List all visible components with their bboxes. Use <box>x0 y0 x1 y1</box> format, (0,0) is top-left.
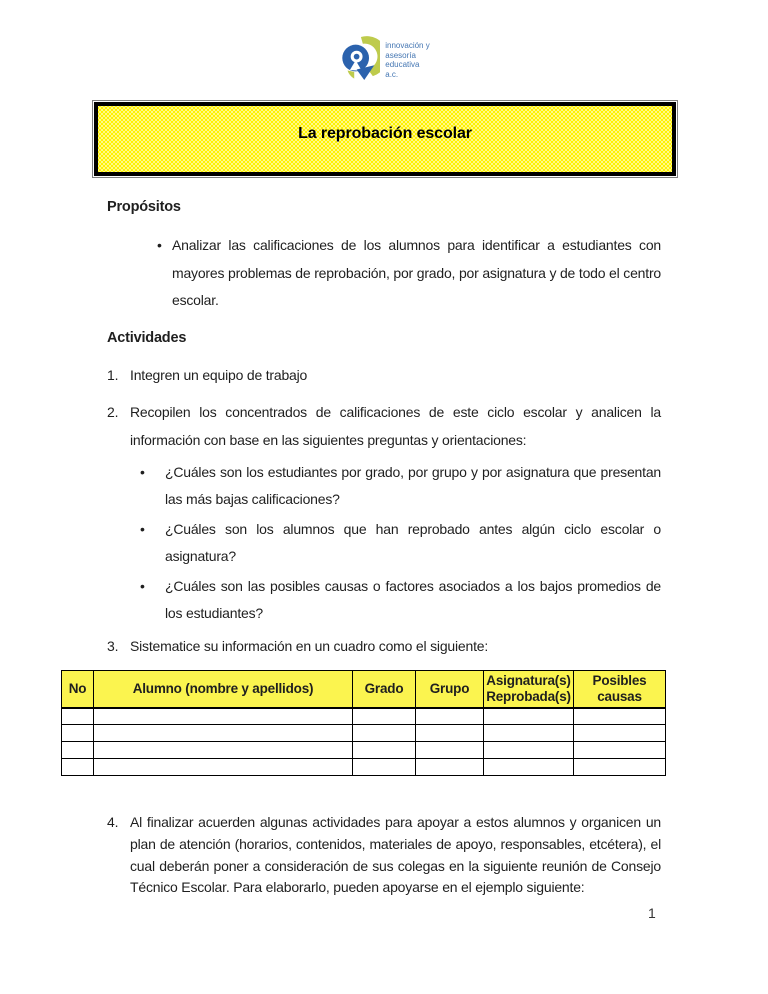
propositos-heading: Propósitos <box>107 199 181 215</box>
page-number: 1 <box>648 905 656 921</box>
table-cell <box>416 742 484 759</box>
results-table-wrapper <box>61 670 665 776</box>
table-cell <box>94 725 353 742</box>
table-cell <box>574 708 666 725</box>
propositos-bullet-text: Analizar las calificaciones de los alumnos para identificar a estudiantes con mayores problemas de reprobación, por grado, por asignatura y de todo el centro escolar. <box>172 237 661 308</box>
document-body <box>107 0 661 661</box>
table-row <box>62 708 666 725</box>
bullet-icon: • <box>157 237 162 253</box>
table-header-asignatura: Asignatura(s) Reprobada(s) <box>484 671 574 708</box>
table-header-no: No <box>62 671 94 708</box>
activity-text: Al finalizar acuerden algunas actividades para apoyar a estos alumnos y organicen un plan de atención (horarios, contenidos, materiales de apoyo, responsables, etcétera), el cual deberán poner a consideración de sus colegas en la siguiente reunión de Consejo Técnico Escolar. Para elaborarlo, pueden apoyarse en el ejemplo siguiente: <box>130 814 661 896</box>
table-row <box>62 742 666 759</box>
table-cell <box>574 759 666 776</box>
table-header-alumno: Alumno (nombre y apellidos) <box>94 671 353 708</box>
activity-number: 1. <box>107 366 119 383</box>
activity-item-2 <box>107 399 661 454</box>
activity-item-4 <box>107 812 661 899</box>
table-row <box>62 725 666 742</box>
table-cell <box>484 742 574 759</box>
table-header-grado: Grado <box>353 671 416 708</box>
table-cell <box>94 708 353 725</box>
activity-number: 3. <box>107 638 119 654</box>
activity-item-1 <box>107 362 661 390</box>
question-item <box>140 516 661 570</box>
question-text: ¿Cuáles son los alumnos que han reprobado antes algún ciclo escolar o asignatura? <box>165 521 661 564</box>
question-item <box>140 459 661 513</box>
table-header-row <box>62 671 666 708</box>
org-logo-text-line: innovación y <box>385 41 430 50</box>
org-logo-text-line: a.c. <box>385 69 399 79</box>
actividades-heading: Actividades <box>107 329 187 346</box>
question-list <box>140 459 661 627</box>
question-text: ¿Cuáles son las posibles causas o factores asociados a los bajos promedios de los estudiantes? <box>165 578 661 621</box>
question-item <box>140 573 661 627</box>
table-cell <box>353 708 416 725</box>
table-cell <box>484 708 574 725</box>
table-cell <box>353 759 416 776</box>
activity-item-4-block <box>107 812 661 899</box>
table-cell <box>353 742 416 759</box>
org-logo-text-line: asesoría <box>385 50 416 60</box>
table-cell <box>484 725 574 742</box>
table-cell <box>62 708 94 725</box>
bullet-icon: • <box>140 521 145 537</box>
table-cell <box>484 759 574 776</box>
org-logo-text-line: educativa <box>385 60 420 69</box>
table-cell <box>94 759 353 776</box>
activity-item-3 <box>107 633 661 661</box>
table-header-grupo: Grupo <box>416 671 484 708</box>
bullet-icon: • <box>140 578 145 594</box>
table-cell <box>62 725 94 742</box>
activity-text: Sistematice su información en un cuadro como el siguiente: <box>130 638 489 654</box>
results-table <box>61 670 666 776</box>
activity-number: 4. <box>107 814 119 830</box>
table-row <box>62 759 666 776</box>
activity-text: Recopilen los concentrados de calificaciones de este ciclo escolar y analicen la información con base en las siguientes preguntas y orientaciones: <box>130 404 661 448</box>
table-cell <box>574 725 666 742</box>
question-text: ¿Cuáles son los estudiantes por grado, por grupo y por asignatura que presentan las más bajas calificaciones? <box>165 464 661 507</box>
activity-text: Integren un equipo de trabajo <box>130 366 308 383</box>
table-cell <box>574 742 666 759</box>
table-cell <box>94 742 353 759</box>
activity-number: 2. <box>107 404 119 420</box>
table-cell <box>416 708 484 725</box>
page-title: La reprobación escolar <box>298 125 472 142</box>
table-cell <box>353 725 416 742</box>
table-cell <box>62 759 94 776</box>
table-cell <box>416 759 484 776</box>
table-header-causas: Posibles causas <box>574 671 666 708</box>
bullet-icon: • <box>140 464 145 480</box>
table-cell <box>416 725 484 742</box>
table-cell <box>62 742 94 759</box>
propositos-bullet-item <box>157 232 661 315</box>
